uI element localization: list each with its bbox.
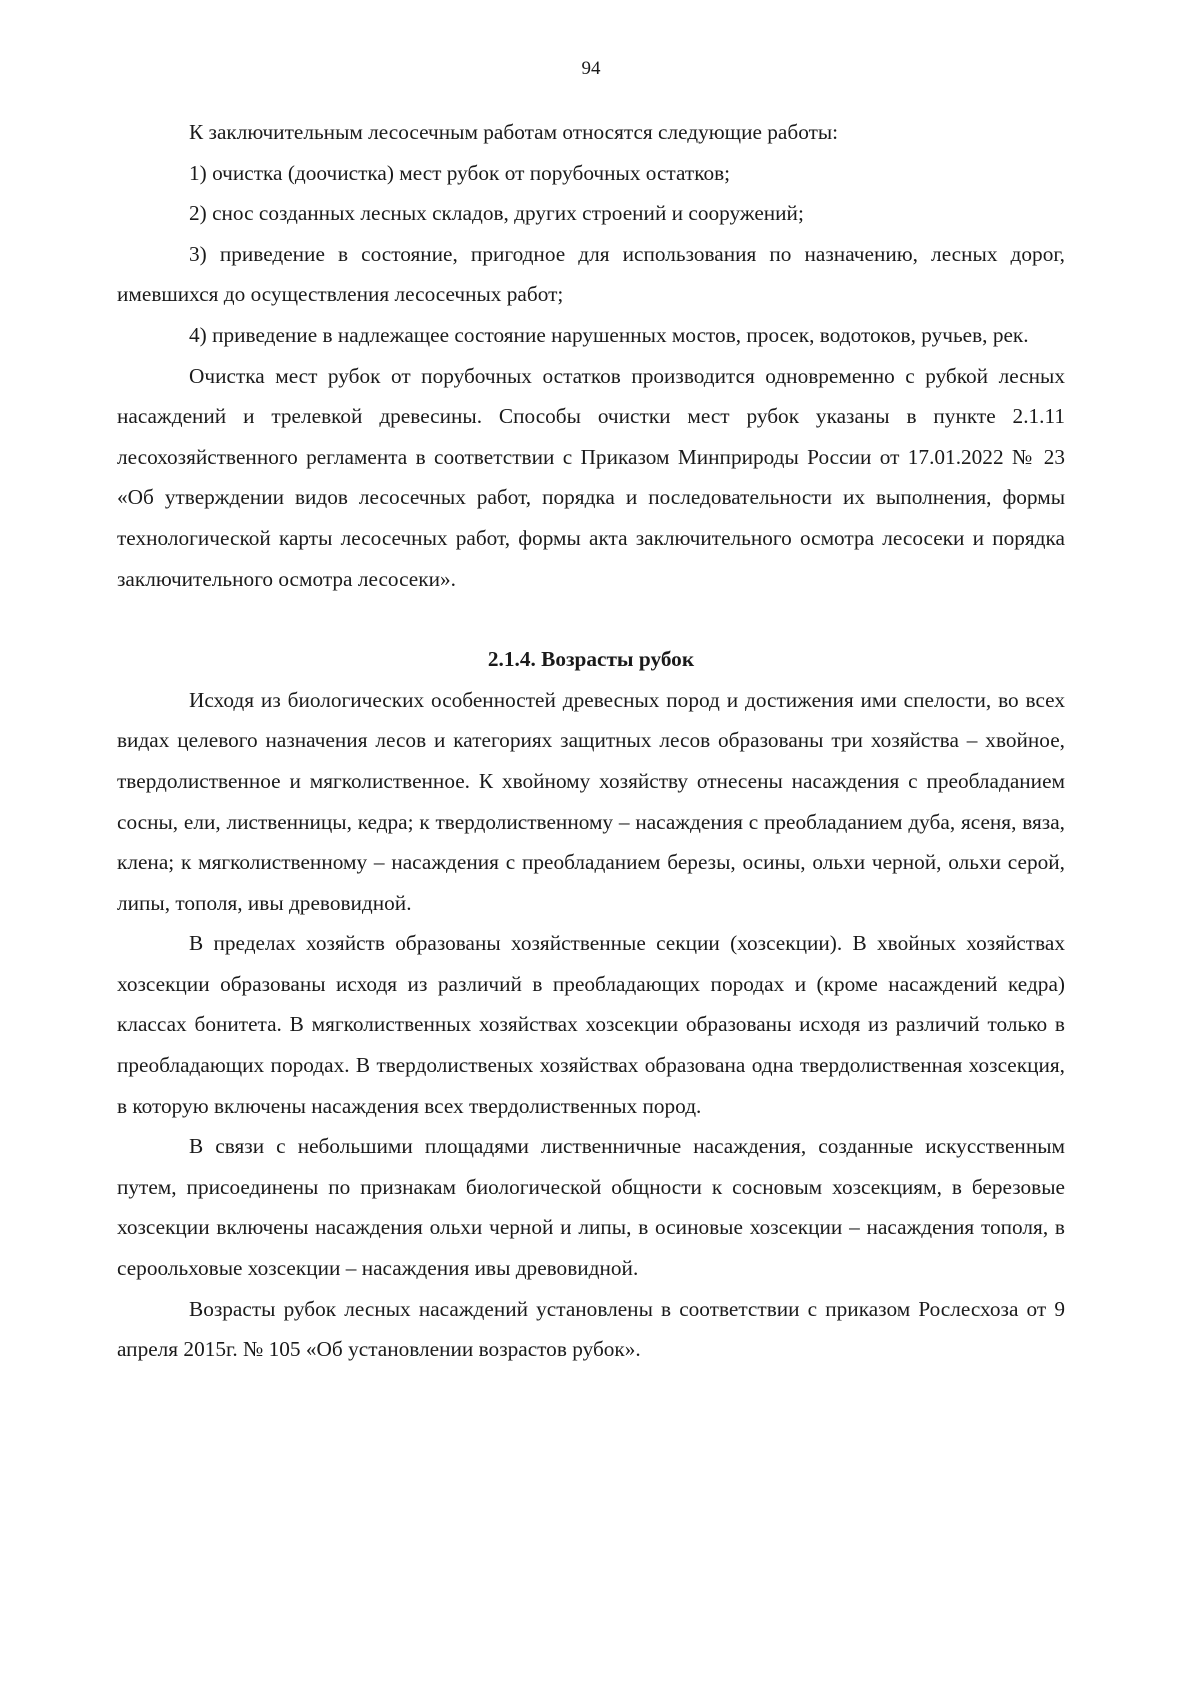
paragraph: В связи с небольшими площадями лиственничные насаждения, созданные искусственным путем, присоединены по признакам биологической общности к сосновым хозсекциям, в березовые хозсекции включены насаждения ольхи черной и липы, в осиновые хозсекции – насаждения тополя, в сероольховые хозсекции – насаждения ивы древовидной. <box>117 1134 1065 1281</box>
list-item: 3) приведение в состояние, пригодное для использования по назначению, лесных дорог, имевшихся до осуществления лесосечных работ; <box>117 241 1065 307</box>
paragraph: Очистка мест рубок от порубочных остатков производится одновременно с рубкой лесных насаждений и трелевкой древесины. Способы очистки мест рубок указаны в пункте 2.1.11 лесохозяйственного регламента в соответствии с Приказом Минприроды России от 17.01.2022 № 23 «Об утверждении видов лесосечных работ, порядка и последовательности их выполнения, формы технологической карты лесосечных работ, формы акта заключительного осмотра лесосеки и порядка заключительного осмотра лесосеки». <box>117 363 1065 591</box>
section-heading: 2.1.4. Возрасты рубок <box>487 647 695 672</box>
paragraph: К заключительным лесосечным работам относятся следующие работы: <box>189 120 839 144</box>
spacer <box>117 599 1065 639</box>
list-item: 1) очистка (доочистка) мест рубок от порубочных остатков; <box>189 160 731 185</box>
paragraph: Исходя из биологических особенностей древесных пород и достижения ими спелости, во всех видах целевого назначения лесов и категориях защитных лесов образованы три хозяйства – хвойное, твердолиственное и мягколиственное. К хвойному хозяйству отнесены насаждения с преобладанием сосны, ели, лиственницы, кедра; к твердолиственному – насаждения с преобладанием дуба, ясеня, вяза, клена; к мягколиственному – насаждения с преобладанием березы, осины, ольхи черной, ольхи серой, липы, тополя, ивы древовидной. <box>117 687 1065 915</box>
page-number: 94 <box>581 58 601 79</box>
paragraph: Возрасты рубок лесных насаждений установлены в соответствии с приказом Рослесхоза от 9 апреля 2015г. № 105 «Об установлении возрастов рубок». <box>117 1296 1065 1362</box>
body-text <box>117 112 1065 1370</box>
paragraph: В пределах хозяйств образованы хозяйственные секции (хозсекции). В хвойных хозяйствах хозсекции образованы исходя из различий в преобладающих породах и (кроме насаждений кедра) классах бонитета. В мягколиственных хозяйствах хозсекции образованы исходя из различий только в преобладающих породах. В твердолиственых хозяйствах образована одна твердолиственная хозсекция, в которую включены насаждения всех твердолиственных пород. <box>117 931 1065 1118</box>
list-item: 4) приведение в надлежащее состояние нарушенных мостов, просек, водотоков, ручьев, рек. <box>189 322 1029 347</box>
list-item: 2) снос созданных лесных складов, других строений и сооружений; <box>189 201 804 226</box>
